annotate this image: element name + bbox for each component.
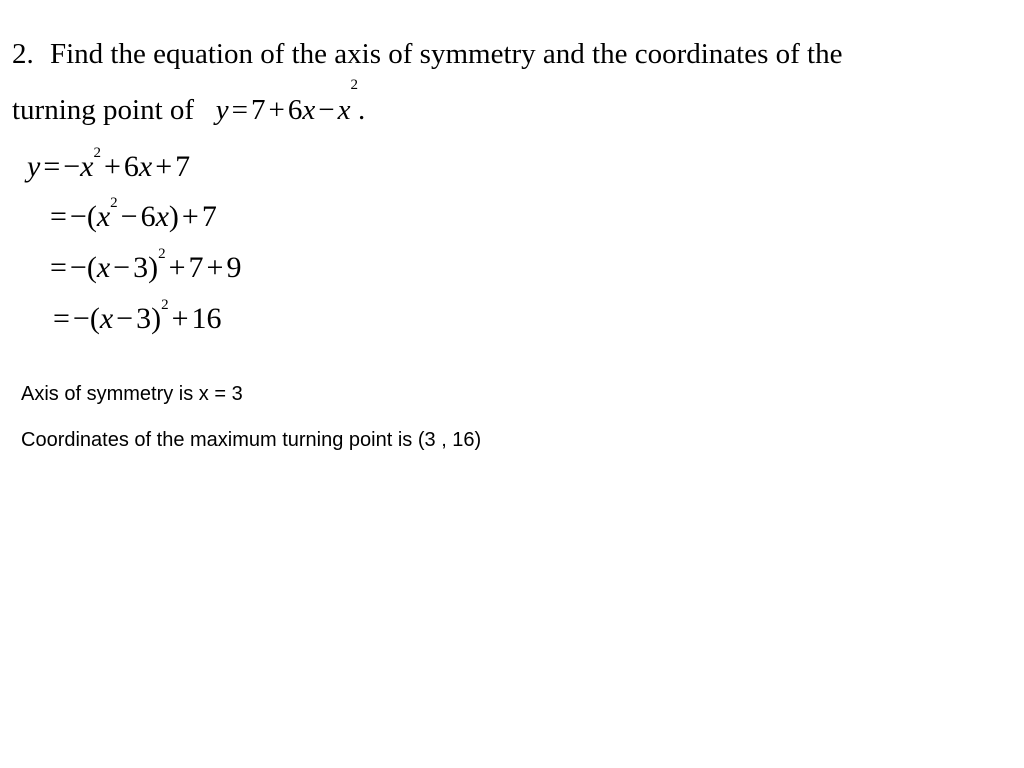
math-eq: =	[53, 302, 70, 335]
math-const: 6	[287, 94, 303, 126]
question-number: 2.	[12, 38, 34, 70]
math-paren: (	[89, 302, 100, 335]
math-const: 16	[191, 302, 222, 335]
math-var-x: x	[337, 94, 351, 126]
answer-axis-of-symmetry: Axis of symmetry is x = 3	[21, 383, 243, 405]
math-op: +	[155, 150, 173, 183]
math-const: 7	[188, 251, 204, 284]
math-const: 6	[140, 200, 156, 233]
math-exponent: 2	[350, 77, 358, 93]
math-eq: =	[50, 251, 67, 284]
math-var-x: x	[155, 200, 169, 233]
working-line-2	[47, 195, 217, 234]
math-op: −	[120, 200, 138, 233]
math-op: +	[104, 150, 121, 183]
math-op: −	[69, 200, 87, 233]
question-text-line-2: turning point of	[12, 94, 195, 126]
math-const: 7	[175, 150, 191, 183]
math-eq: =	[50, 200, 67, 233]
working-line-3	[47, 246, 242, 285]
math-var-x: x	[96, 200, 111, 233]
math-op: +	[268, 94, 285, 126]
math-paren: )	[168, 200, 179, 233]
math-op: +	[171, 302, 189, 335]
math-paren: (	[86, 251, 97, 284]
math-paren: )	[151, 302, 162, 335]
math-const: 7	[251, 94, 266, 126]
math-eq: =	[231, 94, 249, 126]
answer-turning-point: Coordinates of the maximum turning point is (3 , 16)	[21, 429, 482, 451]
math-var-x: x	[80, 150, 94, 183]
math-exponent: 2	[161, 297, 169, 313]
math-eq: =	[43, 150, 61, 183]
math-var-y: y	[215, 94, 229, 126]
math-var-x: x	[99, 302, 114, 335]
math-var-x: x	[96, 251, 111, 284]
math-exponent: 2	[110, 195, 118, 211]
math-const: 7	[201, 200, 217, 233]
math-const: 3	[133, 251, 149, 284]
math-var-y: y	[27, 150, 41, 183]
math-var-x: x	[302, 94, 316, 126]
working-line-1	[27, 145, 191, 184]
math-const: 9	[226, 251, 242, 284]
math-op: −	[69, 251, 87, 284]
math-op: −	[318, 94, 335, 126]
math-const: 6	[123, 150, 139, 183]
question-expression	[201, 77, 358, 126]
question-end-punct: .	[358, 94, 366, 126]
question-text-line-1: Find the equation of the axis of symmetry and the coordinates of the	[50, 38, 843, 70]
question	[12, 26, 1012, 138]
math-op: +	[168, 251, 186, 284]
math-const: 3	[136, 302, 152, 335]
math-op: −	[113, 251, 131, 284]
math-op: −	[72, 302, 90, 335]
math-paren: (	[86, 200, 97, 233]
math-exponent: 2	[158, 246, 166, 262]
math-op: +	[181, 200, 199, 233]
question-line-1	[12, 26, 1012, 82]
math-paren: )	[148, 251, 159, 284]
math-op: −	[63, 150, 81, 183]
question-line-2	[12, 77, 1012, 138]
math-var-x: x	[138, 150, 153, 183]
working-line-4	[50, 297, 222, 336]
math-exponent: 2	[93, 145, 101, 161]
math-op: −	[116, 302, 134, 335]
math-op: +	[206, 251, 224, 284]
